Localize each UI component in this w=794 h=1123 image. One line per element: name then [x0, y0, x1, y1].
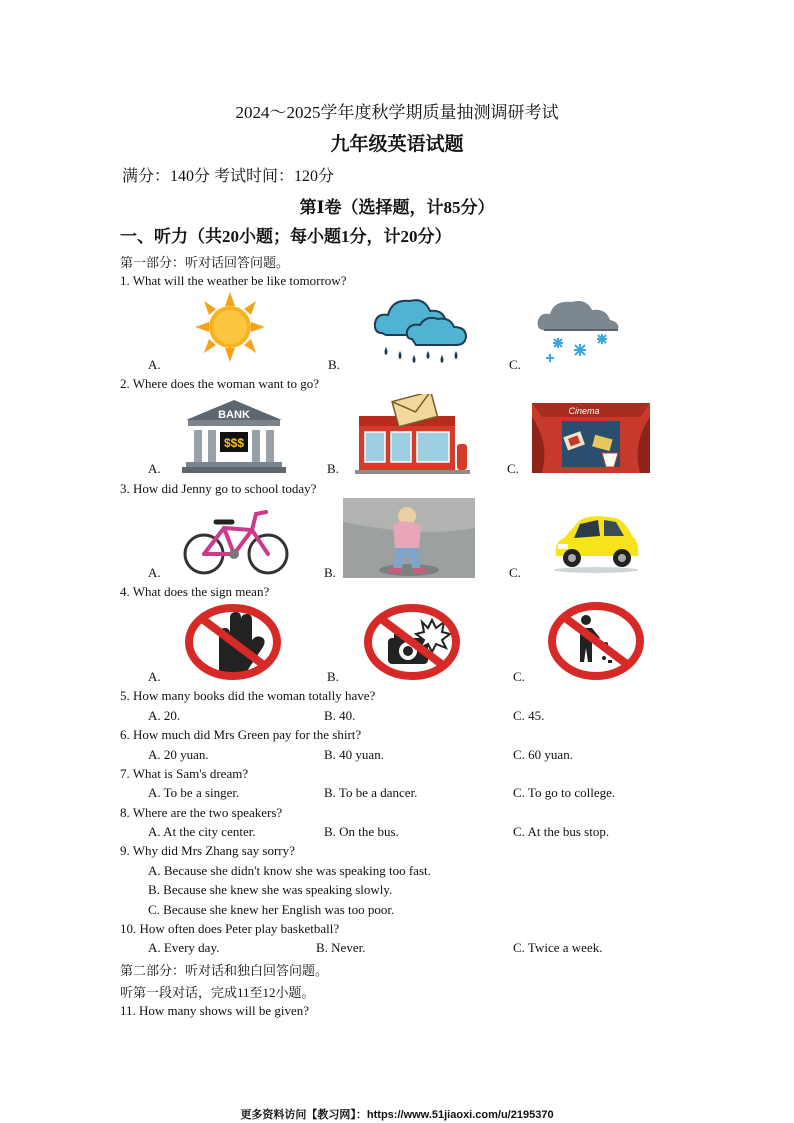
- no-photos-sign-icon: [362, 604, 462, 680]
- walking-child-photo: [343, 498, 475, 578]
- option-label-a: A.: [148, 461, 161, 476]
- no-touching-sign-icon: [183, 604, 283, 680]
- post-office-icon: [355, 394, 470, 474]
- exam-title: 2024～2025学年度秋学期质量抽测调研考试: [235, 103, 559, 122]
- bank-icon: [182, 398, 286, 474]
- option-a: A. 20.: [148, 708, 181, 723]
- option-label-c: C.: [507, 461, 519, 476]
- option-c: C. Twice a week.: [513, 940, 603, 955]
- question-9: 9. Why did Mrs Zhang say sorry?: [120, 843, 295, 858]
- sun-icon: [190, 292, 270, 362]
- option-label-b: B.: [324, 565, 336, 580]
- no-littering-sign-icon: [546, 602, 646, 680]
- question-4: 4. What does the sign mean?: [120, 584, 270, 599]
- bicycle-icon: [182, 500, 290, 578]
- question-2: 2. Where does the woman want to go?: [120, 376, 320, 391]
- cinema-sign-text: Cinema: [568, 406, 600, 416]
- bank-money-text: $$$: [223, 436, 245, 450]
- question-10: 10. How often does Peter play basketball?: [120, 921, 340, 936]
- option-label-a: A.: [148, 669, 161, 684]
- option-c: C. Because she knew her English was too poor.: [148, 902, 395, 917]
- cinema-icon: [532, 403, 650, 473]
- option-b: B. 40 yuan.: [324, 747, 384, 762]
- question-11: 11. How many shows will be given?: [120, 1003, 310, 1018]
- option-label-a: A.: [148, 565, 161, 580]
- option-c: C. At the bus stop.: [513, 824, 610, 839]
- option-b: B. On the bus.: [324, 824, 399, 839]
- option-label-b: B.: [327, 461, 339, 476]
- question-7: 7. What is Sam's dream?: [120, 766, 249, 781]
- dialogue-1-instruction: 听第一段对话，完成11至12小题。: [120, 985, 315, 1000]
- option-label-c: C.: [509, 565, 521, 580]
- question-6: 6. How much did Mrs Green pay for the shirt?: [120, 727, 362, 742]
- snow-cloud-icon: [536, 298, 622, 364]
- part-heading: 第Ⅰ卷（选择题，计85分）: [299, 198, 495, 217]
- option-label-c: C.: [513, 669, 525, 684]
- footer-link[interactable]: 更多资料访问【教习网】：https://www.51jiaoxi.com/u/2195370: [240, 1109, 554, 1121]
- option-c: C. 45.: [513, 708, 545, 723]
- option-b: B. Because she knew she was speaking slowly.: [148, 882, 393, 897]
- option-label-c: C.: [509, 357, 521, 372]
- section-heading: 一、听力（共20小题；每小题1分，计20分）: [120, 227, 452, 246]
- option-a: A. At the city center.: [148, 824, 256, 839]
- option-b: B. 40.: [324, 708, 356, 723]
- option-label-a: A.: [148, 357, 161, 372]
- question-3: 3. How did Jenny go to school today?: [120, 481, 317, 496]
- option-c: C. 60 yuan.: [513, 747, 573, 762]
- rain-cloud-icon: [372, 295, 470, 367]
- option-label-b: B.: [328, 357, 340, 372]
- question-5: 5. How many books did the woman totally have?: [120, 688, 376, 703]
- option-b: B. Never.: [316, 940, 366, 955]
- option-b: B. To be a dancer.: [324, 785, 418, 800]
- car-icon: [550, 512, 642, 574]
- subpart-instruction: 第一部分：听对话回答问题。: [120, 255, 290, 270]
- question-8: 8. Where are the two speakers?: [120, 805, 283, 820]
- question-1: 1. What will the weather be like tomorrow?: [120, 273, 347, 288]
- option-c: C. To go to college.: [513, 785, 616, 800]
- bank-sign-text: BANK: [218, 409, 250, 421]
- subpart-2-instruction: 第二部分：听对话和独白回答问题。: [120, 963, 329, 978]
- option-a: A. 20 yuan.: [148, 747, 209, 762]
- score-and-time: 满分：140分 考试时间：120分: [122, 168, 335, 185]
- option-a: A. Because she didn't know she was speaking too fast.: [148, 863, 431, 878]
- exam-subtitle: 九年级英语试题: [330, 134, 464, 155]
- option-a: A. To be a singer.: [148, 785, 240, 800]
- option-label-b: B.: [327, 669, 339, 684]
- option-a: A. Every day.: [148, 940, 220, 955]
